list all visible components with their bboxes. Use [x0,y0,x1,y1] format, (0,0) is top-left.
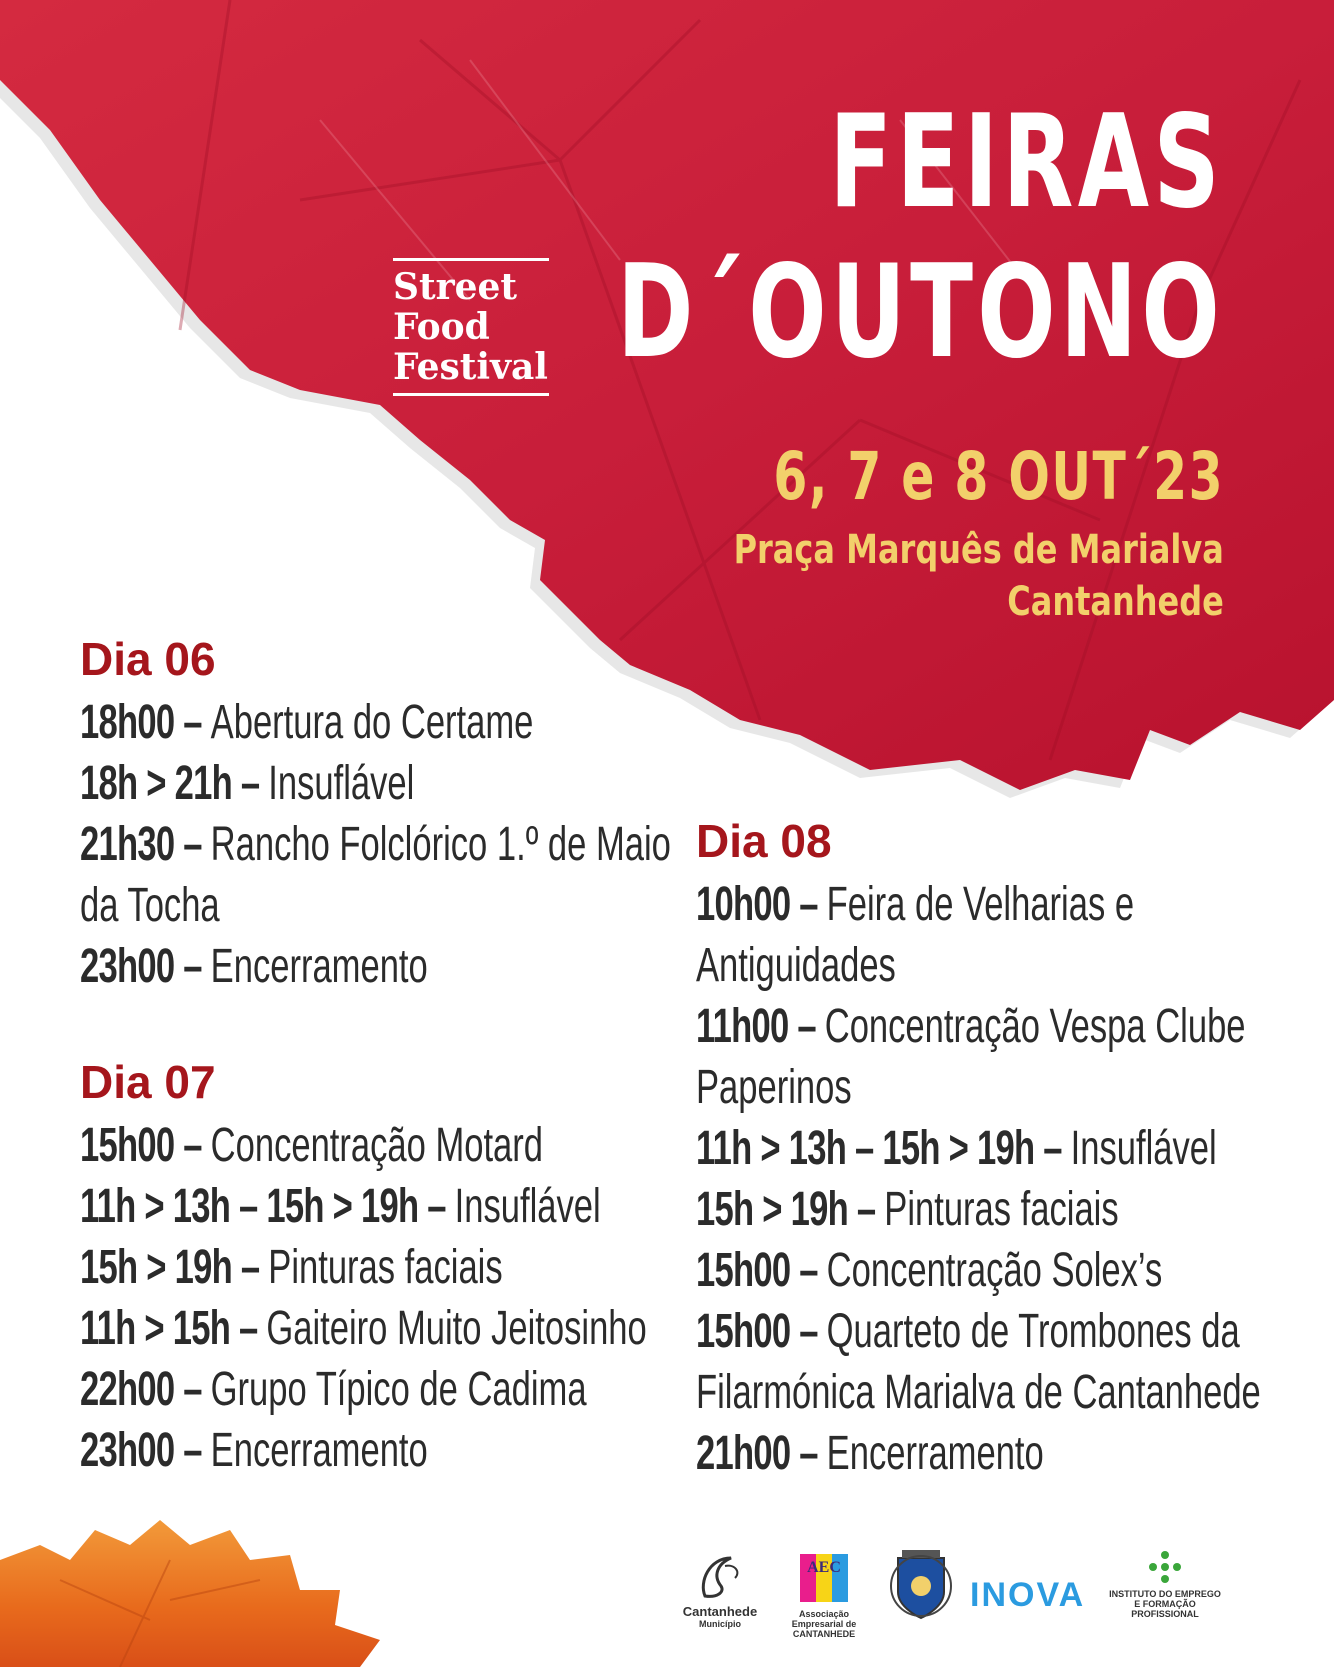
entry-text: Gaiteiro Muito Jeitosinho [266,1302,647,1355]
entry-separator: – [174,696,211,749]
entry-time: 15h > 19h [80,1241,233,1294]
entry-separator: – [174,818,211,871]
orange-maple-leaf-shape [0,1520,380,1667]
entry-time: 15h00 [80,1119,175,1172]
entry-text: Encerramento [826,1427,1044,1480]
entry-separator: – [232,757,269,810]
entry-time: 18h > 21h [80,757,233,810]
entry-separator: – [174,1424,211,1477]
inova-logo [970,1576,1086,1615]
entry-time: 18h00 [80,696,175,749]
parish-crest-logo [886,1548,956,1627]
entry-time: 11h > 15h [80,1302,231,1355]
entry-text: Concentração Solex’s [826,1244,1163,1297]
entry-time: 11h > 13h – 15h > 19h [696,1122,1035,1175]
entry-separator: – [790,878,827,931]
entry-time: 23h00 [80,940,175,993]
subtitle-line: Food [393,306,490,348]
schedule-entry [80,692,671,753]
entry-text: Grupo Típico de Cadima [210,1363,587,1416]
day-title: Dia 08 [696,815,832,867]
schedule-entry [80,1237,647,1298]
coat-of-arms-icon [890,1548,952,1622]
aec-caption: Associação Empresarial de CANTANHEDE [791,1609,857,1639]
iefp-caption-line-1: INSTITUTO DO EMPREGO [1109,1589,1221,1599]
entry-separator: – [174,1363,211,1416]
cantanhede-logo-sub: Município [699,1619,741,1629]
entry-text: Abertura do Certame [210,696,534,749]
entry-text: Encerramento [210,940,428,993]
entry-time: 11h > 13h – 15h > 19h [80,1180,419,1233]
aec-cube-icon [798,1552,850,1604]
entry-text: Insuflável [268,757,415,810]
iefp-caption-line-2: E FORMAÇÃO PROFISSIONAL [1131,1599,1199,1619]
cantanhede-swirl-icon [695,1552,745,1600]
entry-text: Insuflável [454,1180,601,1233]
entry-text: Pinturas faciais [268,1241,503,1294]
entry-text: da Tocha [80,879,220,932]
schedule-entries [80,1115,647,1481]
entry-separator: – [1034,1122,1071,1175]
entry-text: Rancho Folclórico 1.º de Maio [210,818,671,871]
entry-separator: – [848,1183,885,1236]
schedule-entry [80,814,671,875]
title-line-2: D´OUTONO [616,238,1224,387]
day-title: Dia 06 [80,633,216,685]
entry-separator: – [790,1305,827,1358]
schedule-entry [80,1298,647,1359]
schedule-entry [80,875,671,936]
aec-logo [784,1552,864,1639]
cantanhede-logo-name: Cantanhede [682,1604,758,1619]
schedule-entries [80,692,671,997]
entry-time: 15h > 19h [696,1183,849,1236]
schedule-entry [696,1057,1261,1118]
entry-text: Antiguidades [696,939,896,992]
entry-time: 10h00 [696,878,791,931]
schedule-day-08 [696,812,1334,1484]
schedule-entry [696,1179,1261,1240]
entry-text: Quarteto de Trombones da [826,1305,1240,1358]
aec-letter-a: AEC [807,1559,841,1576]
location-line-2: Cantanhede [1007,579,1224,625]
entry-separator: – [788,1000,825,1053]
entry-text: Concentração Vespa Clube [824,1000,1246,1053]
entry-time: 22h00 [80,1363,175,1416]
location-line-1: Praça Marquês de Marialva [733,527,1224,573]
schedule-entry [696,874,1261,935]
entry-time: 15h00 [696,1244,791,1297]
inova-wordmark: INOVA [970,1576,1086,1614]
schedule-entry [80,753,671,814]
entry-time: 11h00 [696,1000,789,1053]
entry-text: Feira de Velharias e [826,878,1135,931]
iefp-logo [1100,1550,1230,1619]
schedule-entry [80,1115,647,1176]
entry-separator: – [790,1244,827,1297]
entry-separator: – [174,1119,211,1172]
entry-text: Concentração Motard [210,1119,544,1172]
entry-time: 23h00 [80,1424,175,1477]
schedule-entries [696,874,1261,1484]
day-title: Dia 07 [80,1056,216,1108]
schedule-entry [696,996,1261,1057]
event-title [617,88,1224,388]
badge-bottom-rule [393,393,549,396]
iefp-green-cross-icon [1148,1550,1182,1584]
entry-separator: – [418,1180,455,1233]
schedule-entry [80,1176,647,1237]
street-food-festival-badge [393,258,549,396]
entry-separator: – [230,1302,267,1355]
schedule-entry [696,1423,1261,1484]
entry-separator: – [790,1427,827,1480]
entry-separator: – [174,940,211,993]
schedule-entry [80,1359,647,1420]
schedule-entry [80,1420,647,1481]
event-location [734,524,1224,628]
schedule-entry [696,935,1261,996]
cantanhede-logo [680,1552,760,1629]
entry-separator: – [232,1241,269,1294]
badge-top-rule [393,258,549,261]
subtitle-line: Street [393,266,518,308]
schedule-entry [696,1240,1261,1301]
entry-time: 21h00 [696,1427,791,1480]
entry-text: Encerramento [210,1424,428,1477]
subtitle-line: Festival [393,346,548,388]
event-dates: 6, 7 e 8 OUT´23 [773,438,1224,515]
schedule-entry [80,936,671,997]
entry-text: Filarmónica Marialva de Cantanhede [696,1366,1261,1419]
schedule-entry [696,1362,1261,1423]
entry-text: Insuflável [1070,1122,1217,1175]
title-line-1: FEIRAS [829,88,1224,237]
sponsor-logos [680,1542,1240,1642]
schedule-entry [696,1118,1261,1179]
entry-text: Paperinos [696,1061,852,1114]
entry-time: 21h30 [80,818,175,871]
schedule-entry [696,1301,1261,1362]
entry-text: Pinturas faciais [884,1183,1119,1236]
entry-time: 15h00 [696,1305,791,1358]
